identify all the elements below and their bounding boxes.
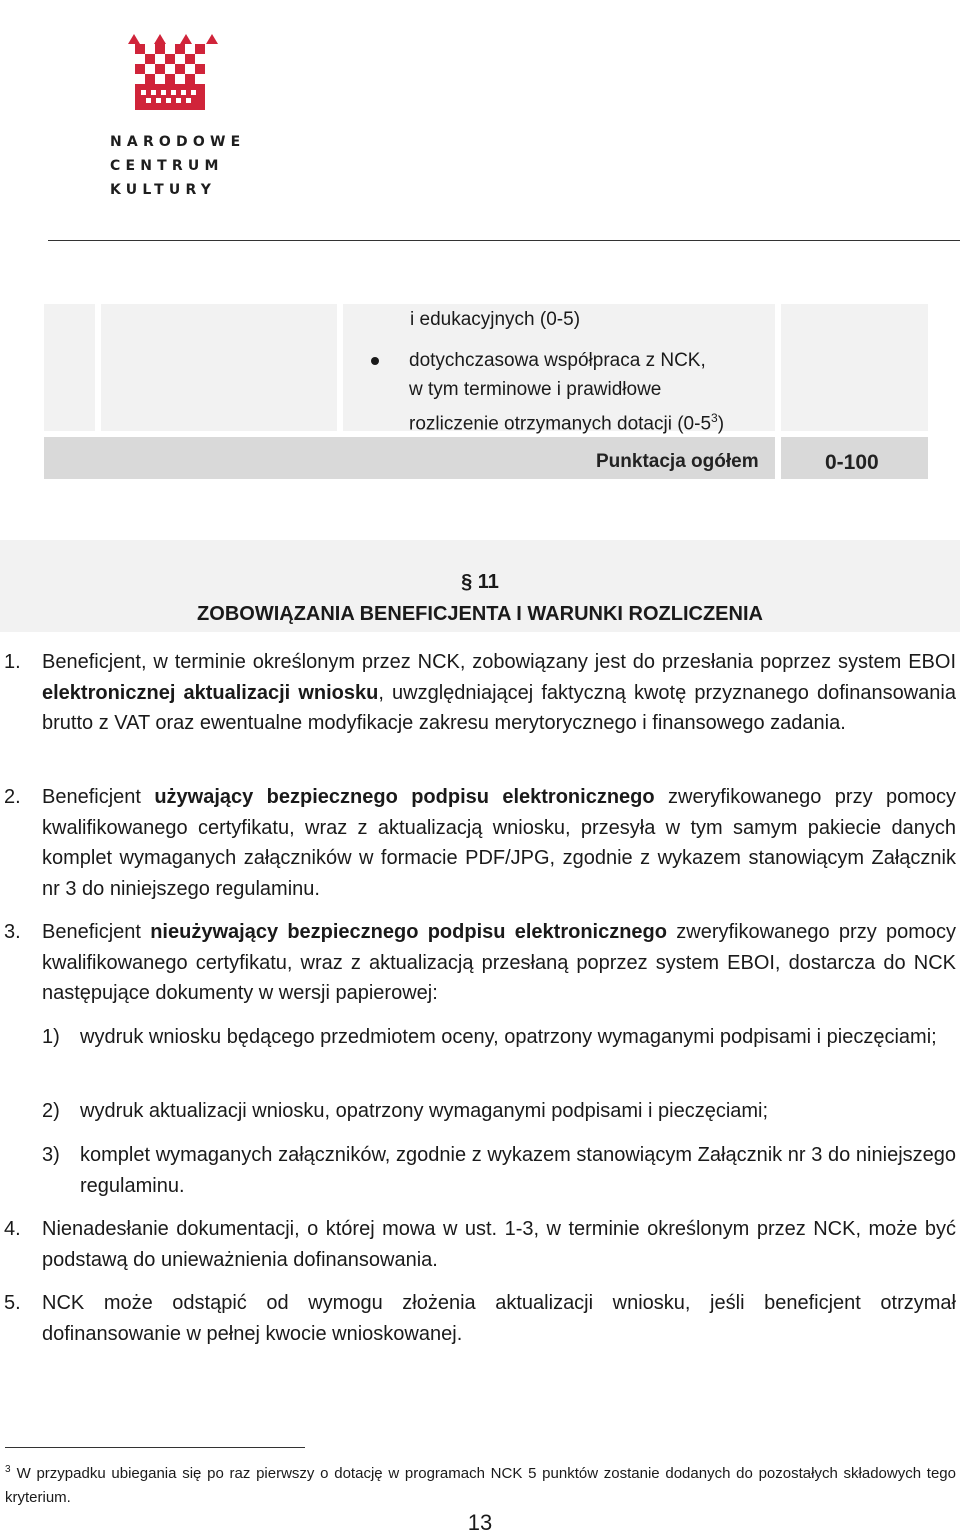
paragraph-3 xyxy=(4,917,956,1009)
section-title: ZOBOWIĄZANIA BENEFICJENTA I WARUNKI ROZLICZENIA xyxy=(197,603,763,625)
sub-item-number: 1) xyxy=(42,1026,60,1048)
criteria-line: w tym terminowe i prawidłowe xyxy=(409,379,662,400)
paragraph-text: Beneficjent xyxy=(42,921,151,943)
footnote-text: W przypadku ubiegania się po raz pierwszy o dotację w programach NCK 5 punktów zostanie dodanych do pozostałych składowych tego kryterium. xyxy=(5,1465,956,1506)
footnote-ref: 3 xyxy=(711,411,718,425)
paragraph-emphasis: używający bezpiecznego podpisu elektronicznego xyxy=(154,786,655,808)
sub-item-2 xyxy=(42,1096,956,1127)
sub-item-1 xyxy=(42,1022,956,1053)
sub-item-number: 3) xyxy=(42,1144,60,1166)
sub-item-text: wydruk wniosku będącego przedmiotem oceny, opatrzony wymaganymi podpisami i pieczęciami; xyxy=(80,1026,937,1048)
paragraph-text: Nienadesłanie dokumentacji, o której mowa w ust. 1-3, w terminie określonym przez NCK, może być podstawą do unieważnienia dofinansowania. xyxy=(42,1218,956,1271)
paragraph-number: 2. xyxy=(4,786,21,808)
paragraph-text: , uwzględniającej faktyczną kwotę przyznanego dofinansowania brutto z VAT oraz ewentualne modyfikacje zakresu merytorycznego i finansowego zadania. xyxy=(42,681,956,734)
logo-line: NARODOWE xyxy=(110,134,246,150)
logo-line: KULTURY xyxy=(110,182,217,198)
logo-line: CENTRUM xyxy=(110,158,224,174)
paragraph-number: 1. xyxy=(4,651,21,673)
paragraph-4 xyxy=(4,1214,956,1275)
paragraph-text: zweryfikowanego przy pomocy kwalifikowanego certyfikatu, wraz z aktualizacją wniosku, przesyła w tym samym pakiecie danych komplet wymaganych załączników w formacie PDF/JPG, zgodnie z wykazem stanowiącym Załącznik nr 3 do niniejszego regulaminu. xyxy=(42,786,956,900)
section-number: § 11 xyxy=(461,571,499,593)
footnote xyxy=(5,1462,956,1510)
criteria-line: i edukacyjnych (0-5) xyxy=(410,309,581,330)
page-number: 13 xyxy=(467,1510,493,1535)
paragraph-text: zweryfikowanego przy pomocy kwalifikowanego certyfikatu, wraz z aktualizacją przesłaną poprzez system EBOI, dostarcza do NCK następujące dokumenty w wersji papierowej: xyxy=(42,921,956,1004)
paragraph-2 xyxy=(4,782,956,904)
bullet-icon xyxy=(371,357,379,365)
criteria-text: rozliczenie otrzymanych dotacji (0-5 xyxy=(409,413,712,435)
criteria-closing: ) xyxy=(717,413,725,435)
logo-wordmark xyxy=(110,130,245,202)
criteria-line: dotychczasowa współpraca z NCK, xyxy=(409,350,706,371)
table-cell-points xyxy=(781,304,928,431)
paragraph-number: 5. xyxy=(4,1292,21,1314)
paragraph-number: 3. xyxy=(4,921,21,943)
sub-item-3 xyxy=(42,1140,956,1201)
footnote-rule xyxy=(5,1447,305,1448)
paragraph-text: Beneficjent xyxy=(42,786,155,808)
paragraph-emphasis: nieużywający bezpiecznego podpisu elektronicznego xyxy=(150,921,667,943)
paragraph-text: NCK może odstąpić od wymogu złożenia aktualizacji wniosku, jeśli beneficjent otrzymał dofinansowanie w pełnej kwocie wnioskowanej. xyxy=(42,1292,956,1345)
paragraph-5 xyxy=(4,1288,956,1349)
table-cell-name xyxy=(101,304,337,431)
footnote-mark: 3 xyxy=(5,1464,11,1475)
sub-item-text: wydruk aktualizacji wniosku, opatrzony wymaganymi podpisami i pieczęciami; xyxy=(80,1100,769,1122)
sub-item-number: 2) xyxy=(42,1100,60,1122)
summary-label: Punktacja ogółem xyxy=(596,451,759,472)
header-rule xyxy=(48,240,960,241)
criteria-line xyxy=(409,404,724,438)
table-cell-lp xyxy=(44,304,95,431)
sub-item-text: komplet wymaganych załączników, zgodnie z wykazem stanowiącym Załącznik nr 3 do niniejszego regulaminu. xyxy=(80,1144,956,1197)
paragraph-emphasis: elektronicznej aktualizacji wniosku xyxy=(42,681,379,704)
paragraph-text: Beneficjent, w terminie określonym przez NCK, zobowiązany jest do przesłania poprzez system EBOI xyxy=(42,651,956,673)
paragraph-number: 4. xyxy=(4,1218,21,1240)
paragraph-1 xyxy=(4,647,956,739)
summary-value: 0-100 xyxy=(825,451,879,474)
crown-icon xyxy=(128,34,218,110)
